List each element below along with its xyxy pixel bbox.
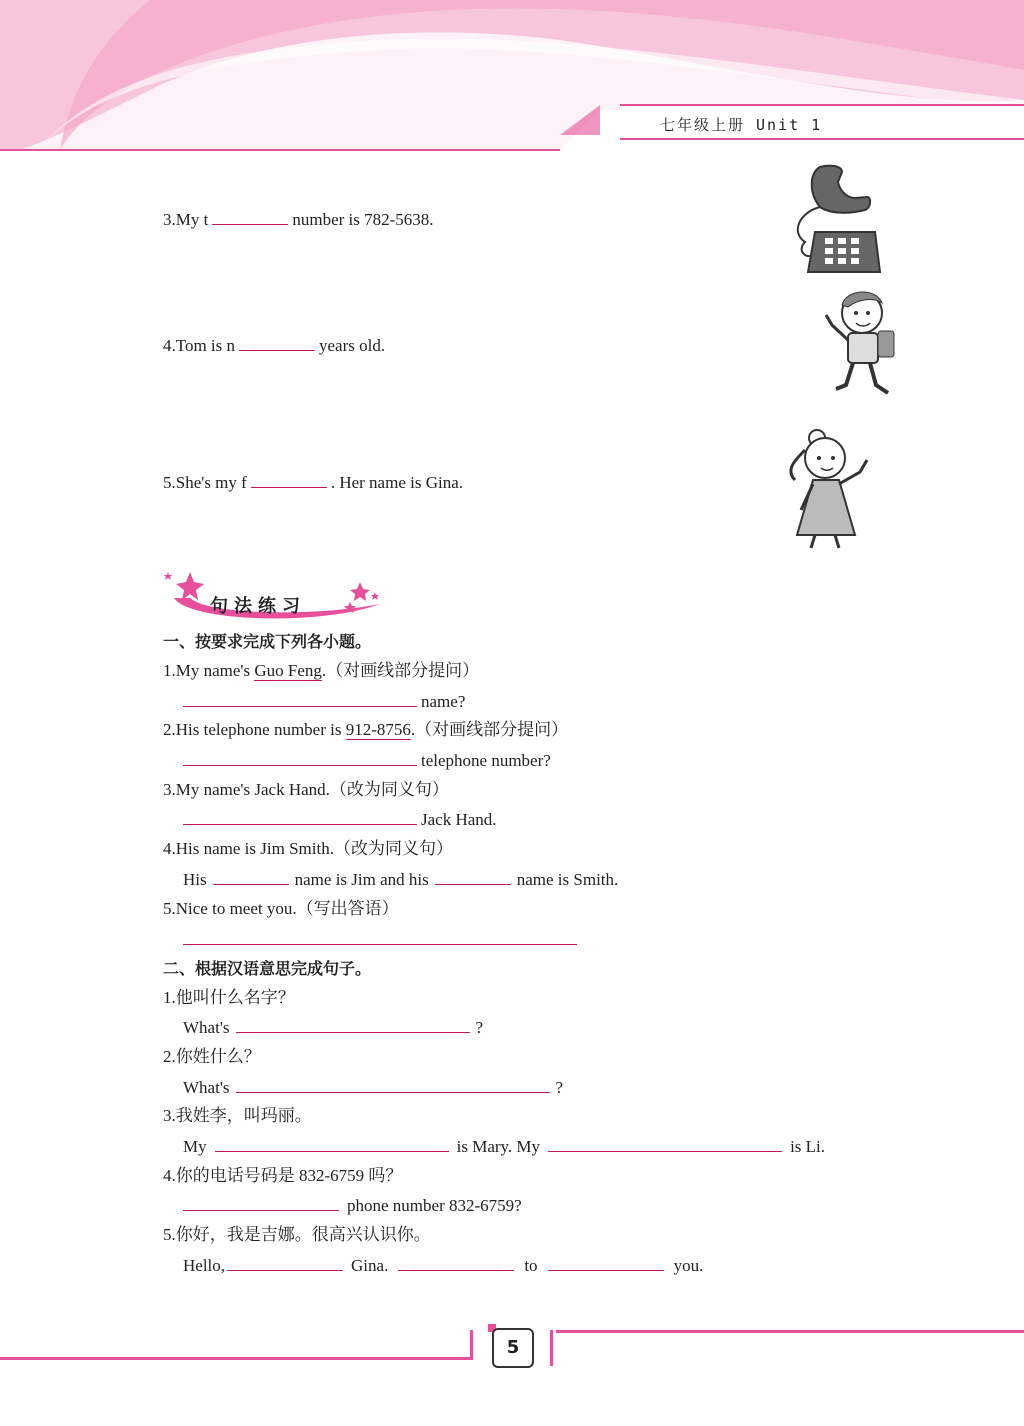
answer-blank[interactable] — [183, 808, 417, 825]
footer-rule-left — [0, 1357, 470, 1360]
part1-q1-answer: name? — [183, 690, 465, 713]
answer-blank[interactable] — [548, 1254, 664, 1271]
answer-blank[interactable] — [183, 1194, 339, 1211]
part2-q2: 2.你姓什么？ — [163, 1047, 261, 1066]
part2-q4-answer: phone number 832-6759? — [183, 1194, 522, 1217]
girl-picture — [755, 410, 900, 552]
part1-heading: 一、按要求完成下列各小题。 — [163, 632, 372, 651]
part1-q1: 1.My name's Guo Feng.（对画线部分提问） — [163, 661, 480, 680]
footer-divider — [470, 1330, 473, 1360]
part2-q4: 4.你的电话号码是 832-6759 吗？ — [163, 1166, 403, 1185]
answer-blank[interactable] — [212, 208, 288, 225]
answer-blank[interactable] — [251, 471, 327, 488]
header-decoration — [0, 0, 1024, 160]
telephone-picture — [780, 162, 900, 278]
footer-rule-right — [556, 1330, 1024, 1333]
vocab-item-4: 4.Tom is n years old. — [163, 336, 386, 355]
part2-q2-answer: What's ? — [183, 1078, 564, 1097]
answer-blank[interactable] — [548, 1135, 782, 1152]
part1-q4: 4.His name is Jim Smith.（改为同义句） — [163, 839, 453, 858]
answer-blank[interactable] — [183, 928, 577, 945]
part1-q5: 5.Nice to meet you.（写出答语） — [163, 899, 399, 918]
answer-blank[interactable] — [435, 868, 511, 885]
answer-blank[interactable] — [213, 868, 289, 885]
part2-q5-answer: Hello, Gina. to you. — [183, 1256, 704, 1275]
answer-blank[interactable] — [183, 690, 417, 707]
answer-blank[interactable] — [215, 1135, 449, 1152]
part2-heading: 二、根据汉语意思完成句子。 — [163, 959, 372, 978]
underlined-text: 912-8756 — [345, 720, 411, 739]
underlined-text: Guo Feng — [254, 661, 322, 680]
answer-blank[interactable] — [239, 334, 315, 351]
part1-q2-answer: telephone number? — [183, 749, 551, 772]
answer-blank[interactable] — [183, 749, 417, 766]
page-number: 5 — [492, 1328, 534, 1368]
part1-q3-answer: Jack Hand. — [183, 808, 497, 831]
vocab-item-3: 3.My t number is 782-5638. — [163, 210, 434, 229]
part2-q1-answer: What's ? — [183, 1018, 484, 1037]
section-title: 句法练习 — [210, 596, 306, 617]
vocab-item-5: 5.She's my f . Her name is Gina. — [163, 473, 464, 492]
part2-q1: 1.他叫什么名字？ — [163, 988, 295, 1007]
footer-divider — [550, 1330, 553, 1366]
unit-label: 七年级上册 Unit 1 — [660, 116, 823, 134]
part2-q3: 3.我姓李，叫玛丽。 — [163, 1106, 312, 1125]
answer-blank[interactable] — [227, 1254, 343, 1271]
part1-q5-answer — [183, 928, 581, 951]
part2-q5: 5.你好，我是吉娜。很高兴认识你。 — [163, 1225, 431, 1244]
part1-q2: 2.His telephone number is 912-8756.（对画线部分提问） — [163, 720, 569, 739]
part1-q4-answer: His name is Jim and his name is Smith. — [183, 870, 619, 889]
answer-blank[interactable] — [236, 1016, 470, 1033]
answer-blank[interactable] — [236, 1076, 550, 1093]
part2-q3-answer: My is Mary. My is Li. — [183, 1137, 826, 1156]
answer-blank[interactable] — [398, 1254, 514, 1271]
boy-picture — [818, 285, 902, 403]
part1-q3: 3.My name's Jack Hand.（改为同义句） — [163, 780, 449, 799]
